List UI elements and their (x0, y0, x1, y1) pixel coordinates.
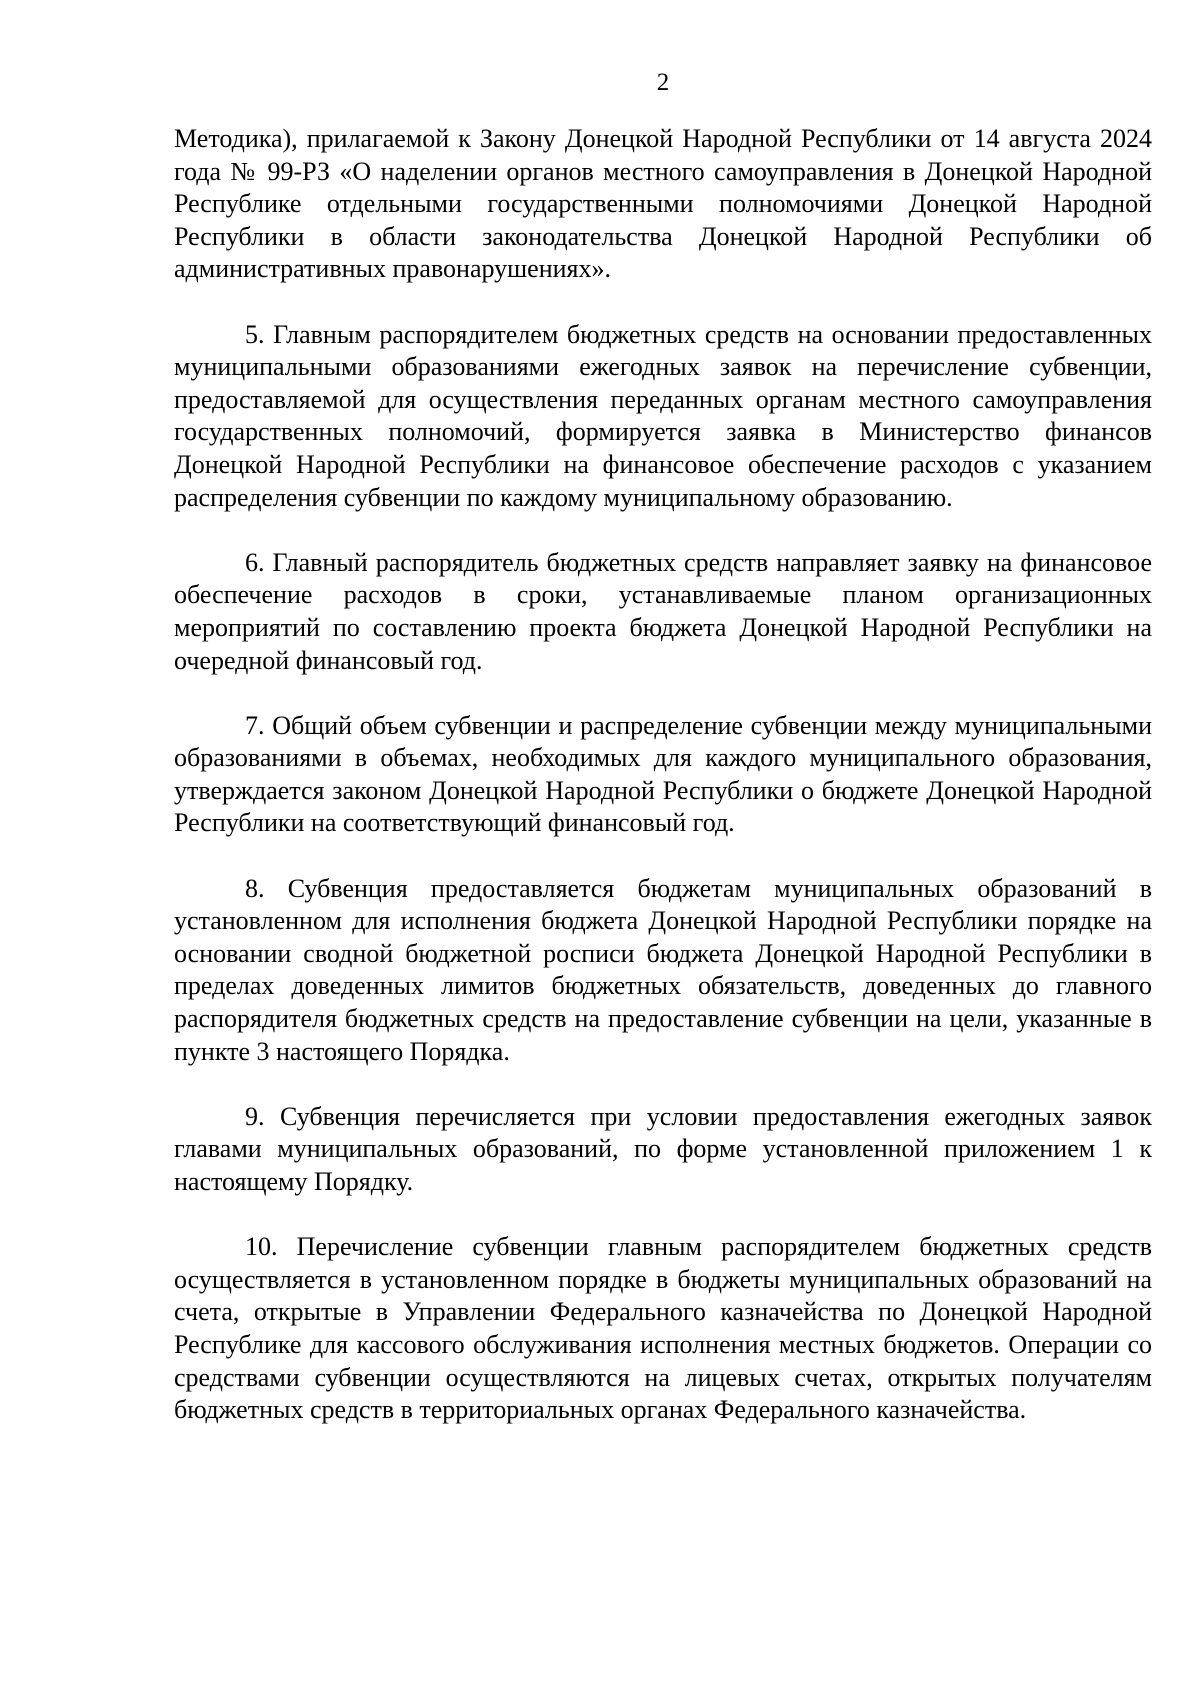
paragraph-item-9: 9. Субвенция перечисляется при условии предоставления ежегодных заявок главами муниципальных образований, по форме установленной приложением 1 к настоящему Порядку. (174, 1101, 1152, 1196)
paragraph-item-6: 6. Главный распорядитель бюджетных средств направляет заявку на финансовое обеспечение расходов в сроки, устанавливаемые планом организационных мероприятий по составлению проекта бюджета Донецкой Народной Республики на очередной финансовый год. (174, 547, 1152, 675)
paragraph-item-8: 8. Субвенция предоставляется бюджетам муниципальных образований в установленном для исполнения бюджета Донецкой Народной Республики порядке на основании сводной бюджетной росписи бюджета Донецкой Народной Республики в пределах доведенных лимитов бюджетных обязательств, доведенных до главного распорядителя бюджетных средств на предоставление субвенции на цели, указанные в пункте 3 настоящего Порядка. (174, 873, 1152, 1066)
paragraph-item-10: 10. Перечисление субвенции главным распорядителем бюджетных средств осуществляется в установленном порядке в бюджеты муниципальных образований на счета, открытые в Управлении Федерального казначейства по Донецкой Народной Республике для кассового обслуживания исполнения местных бюджетов. Операции со средствами субвенции осуществляются на лицевых счетах, открытых получателям бюджетных средств в территориальных органах Федерального казначейства. (174, 1232, 1152, 1425)
document-page (174, 0, 1152, 1697)
paragraph-item-7: 7. Общий объем субвенции и распределение субвенции между муниципальными образованиями в объемах, необходимых для каждого муниципального образования, утверждается законом Донецкой Народной Республики о бюджете Донецкой Народной Республики на соответствующий финансовый год. (174, 710, 1152, 838)
paragraph-item-5: 5. Главным распорядителем бюджетных средств на основании предоставленных муниципальными образованиями ежегодных заявок на перечисление субвенции, предоставляемой для осуществления переданных органам местного самоуправления государственных полномочий, формируется заявка в Министерство финансов Донецкой Народной Республики на финансовое обеспечение расходов с указанием распределения субвенции по каждому муниципальному образованию. (174, 319, 1152, 512)
page-number: 2 (656, 69, 670, 96)
paragraph-methodology-continuation: Методика), прилагаемой к Закону Донецкой Народной Республики от 14 августа 2024 года № 99-РЗ «О наделении органов местного самоуправления в Донецкой Народной Республике отдельными государственными полномочиями Донецкой Народной Республики в области законодательства Донецкой Народной Республики об административных правонарушениях». (174, 124, 1152, 284)
document-body (174, 123, 1152, 1427)
